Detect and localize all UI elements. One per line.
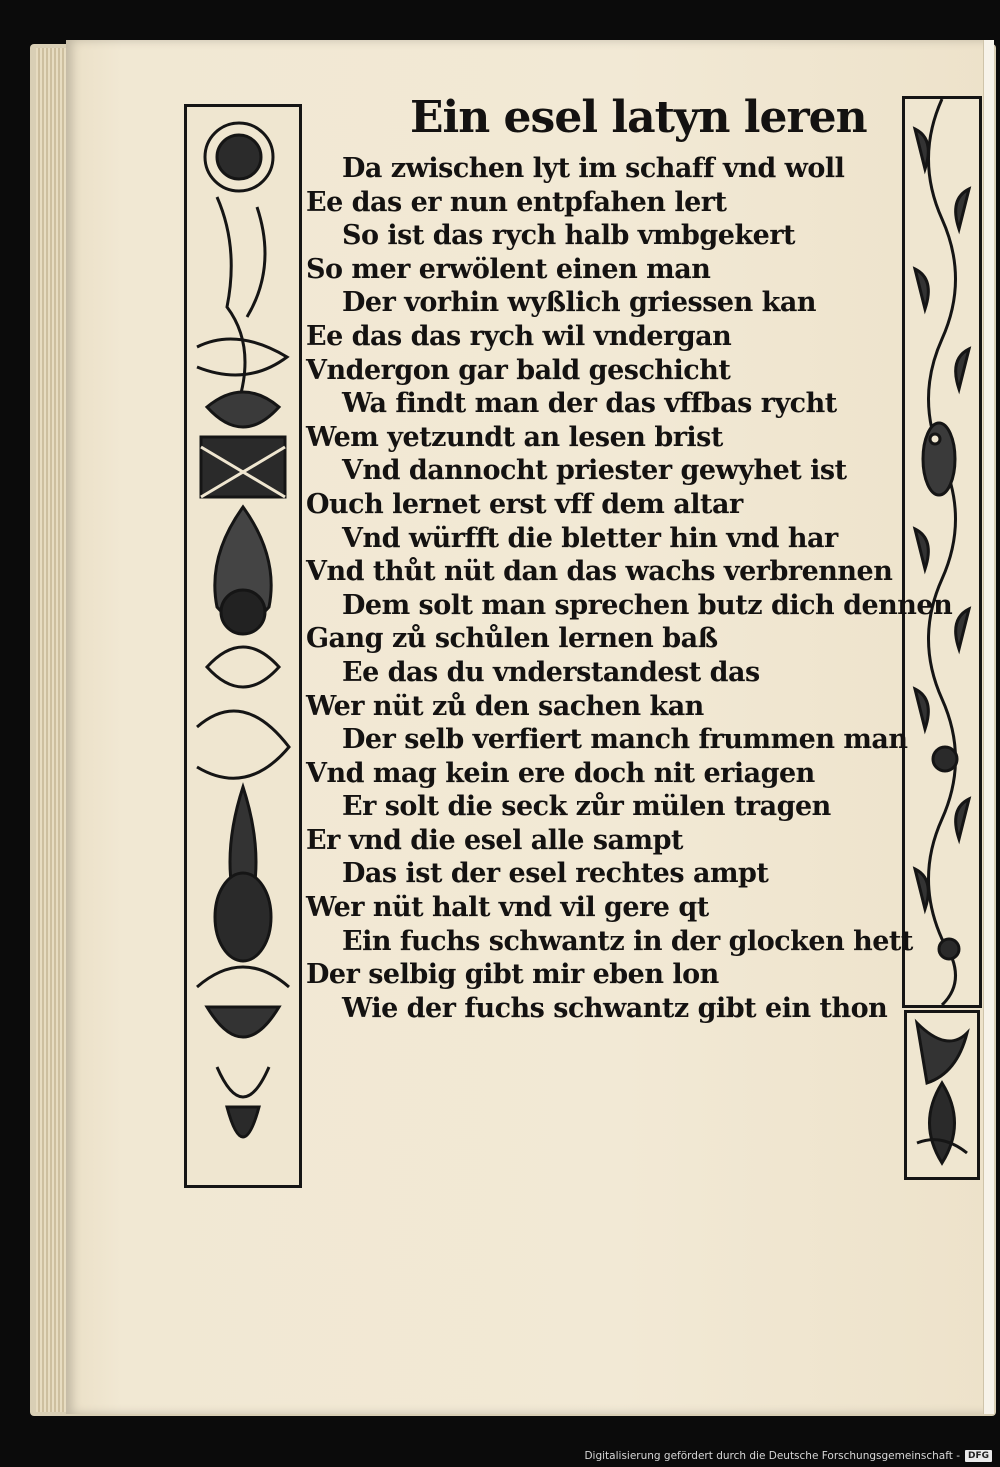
verse-line: Ein fuchs schwantz in der glocken hett xyxy=(342,925,913,957)
verse-line: Das ist der esel rechtes ampt xyxy=(342,858,769,890)
verse-line: Vnd mag kein ere doch nit eriagen xyxy=(306,757,815,789)
woodcut-vine-ornament xyxy=(905,99,979,1005)
verse-line: Vnd dannocht priester gewyhet ist xyxy=(342,455,847,487)
verse-line: Wer nüt zů den sachen kan xyxy=(306,690,704,722)
verse-line: Vnd würfft die bletter hin vnd har xyxy=(342,522,838,554)
page-edges xyxy=(36,48,70,1412)
dfg-logo-icon: DFG xyxy=(965,1450,992,1462)
verse-line: Der selbig gibt mir eben lon xyxy=(306,959,719,991)
verse-list xyxy=(306,152,953,1025)
verse-line: Wa findt man der das vffbas rycht xyxy=(342,388,837,420)
verse-line: Der selb verfiert manch frummen man xyxy=(342,724,908,756)
verse-line: Da zwischen lyt im schaff vnd woll xyxy=(342,153,845,184)
verse-line: Er vnd die esel alle sampt xyxy=(306,824,683,856)
right-woodcut-border-lower xyxy=(904,1010,980,1180)
page-title: Ein esel latyn leren xyxy=(410,92,867,143)
verse-line: So ist das rych halb vmbgekert xyxy=(342,220,796,252)
left-woodcut-border xyxy=(184,104,302,1188)
verse-line: Ee das er nun entpfahen lert xyxy=(306,186,727,218)
verse-line: Ouch lernet erst vff dem altar xyxy=(306,488,743,520)
verse-line: Ee das das rych wil vndergan xyxy=(306,320,732,352)
verse-line: Vndergon gar bald geschicht xyxy=(306,354,731,386)
woodcut-ornament-left xyxy=(187,107,299,1185)
verse-line: Er solt die seck zůr mülen tragen xyxy=(342,791,831,823)
verse-line: Gang zů schůlen lernen baß xyxy=(306,623,718,655)
verse-line: Wie der fuchs schwantz gibt ein thon xyxy=(342,992,888,1024)
printed-text-block xyxy=(306,88,953,1025)
right-woodcut-border xyxy=(902,96,982,1008)
verse-line: Ee das du vnderstandest das xyxy=(342,656,760,688)
footer-credit: Digitalisierung gefördert durch die Deutsche Forschungsgemeinschaft - xyxy=(584,1450,960,1462)
verse-line: Der vorhin wyßlich griessen kan xyxy=(342,287,816,319)
verse-line: Wer nüt halt vnd vil gere qt xyxy=(306,892,709,924)
verse-line: Vnd thůt nüt dan das wachs verbrennen xyxy=(306,556,893,588)
verse-line: Wem yetzundt an lesen brist xyxy=(306,421,723,453)
woodcut-leaf-ornament xyxy=(907,1013,977,1177)
page-edge-strip xyxy=(983,40,994,1414)
verse-line: So mer erwölent einen man xyxy=(306,253,711,285)
digitization-footer xyxy=(584,1448,992,1464)
verse-line: Dem solt man sprechen butz dich dennen xyxy=(342,589,953,621)
